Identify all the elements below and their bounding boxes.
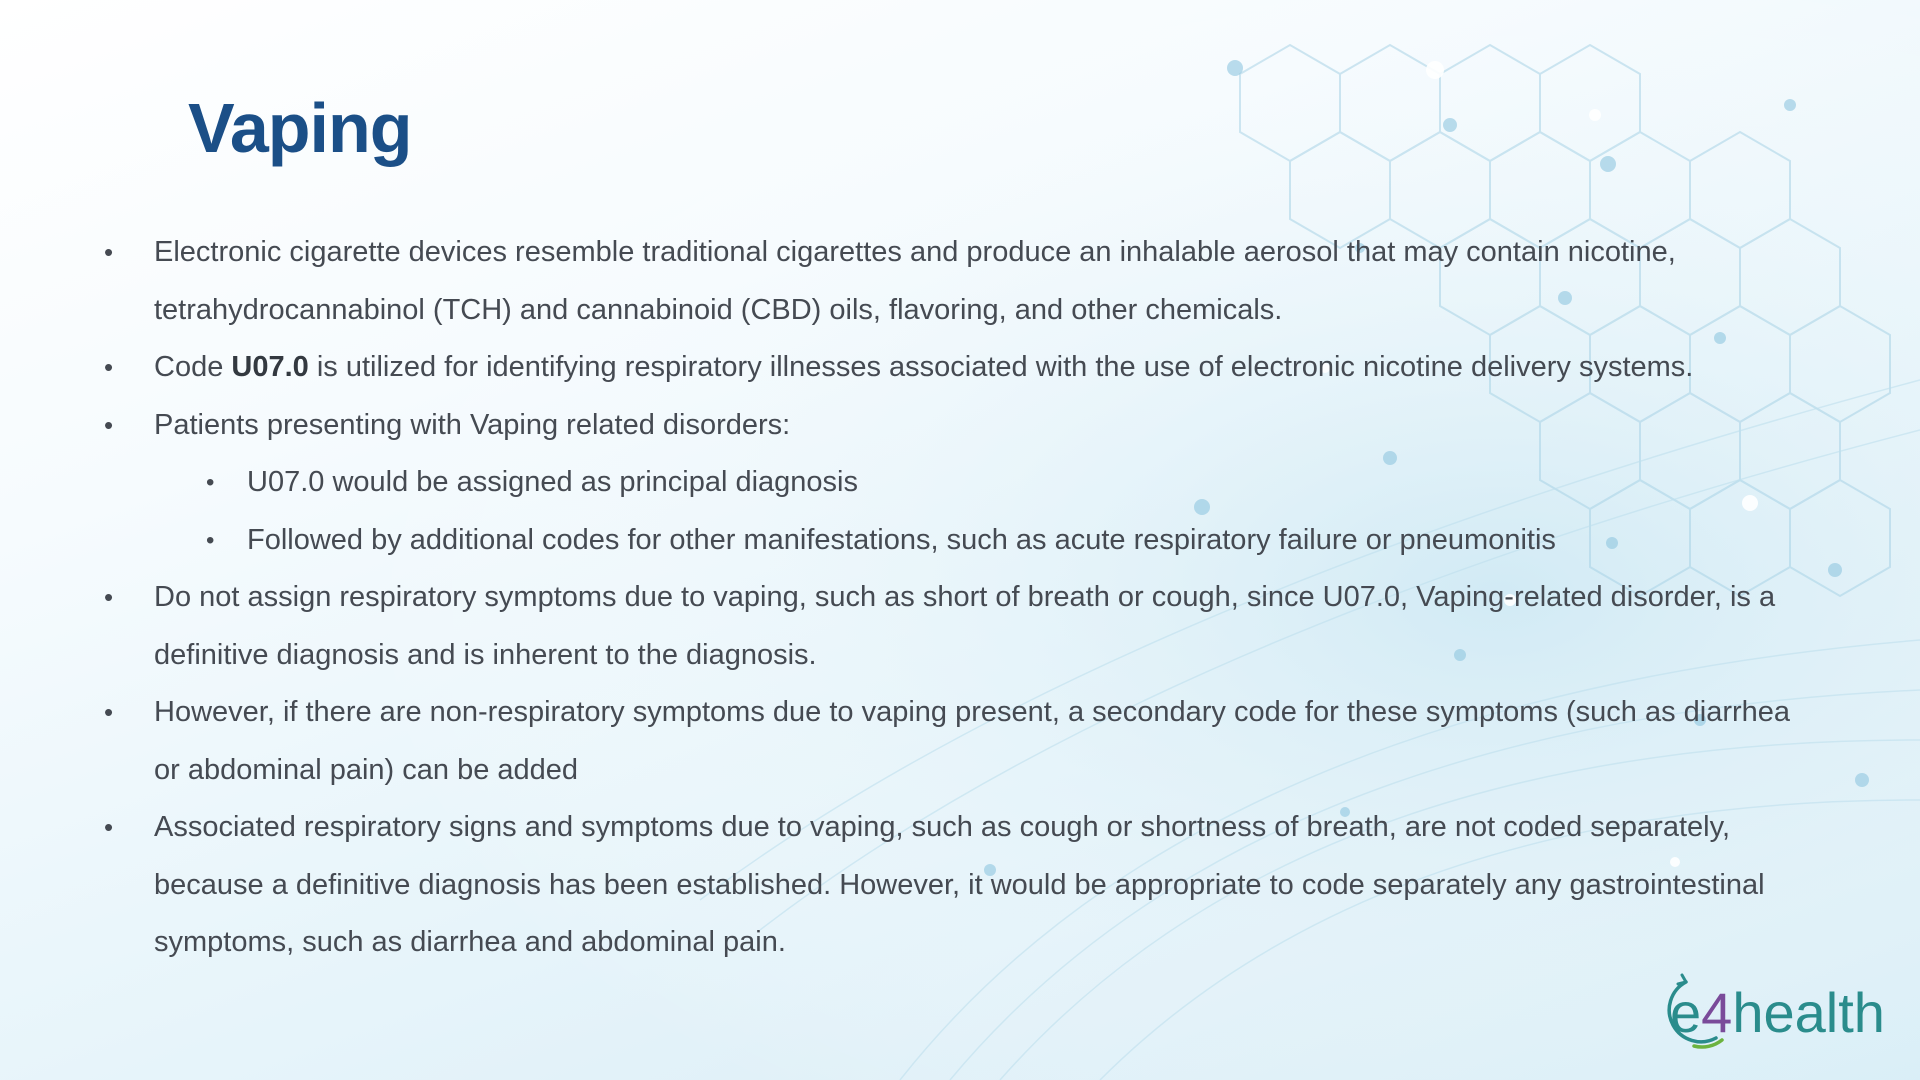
slide-title: Vaping [188, 89, 412, 167]
sub-bullet-item: • U07.0 would be assigned as principal diagnosis [104, 454, 1804, 512]
logo-word: health [1732, 981, 1885, 1044]
diagnosis-code: U07.0 [231, 351, 309, 383]
bullet-item: • However, if there are non-respiratory symptoms due to vaping present, a secondary code for these symptoms (such as diarrhea or abdominal pain) can be added [104, 684, 1804, 799]
e4health-logo [1664, 968, 1894, 1054]
bullet-list [104, 224, 1804, 972]
bullet-item: • Do not assign respiratory symptoms due to vaping, such as short of breath or cough, since U07.0, Vaping-related disorder, is a definitive diagnosis and is inherent to the diagnosis. [104, 569, 1804, 684]
sub-bullet-item: • Followed by additional codes for other manifestations, such as acute respiratory failure or pneumonitis [104, 512, 1804, 570]
svg-text:e4health [1670, 981, 1885, 1044]
bullet-item [104, 339, 1804, 397]
bullet-item: • Electronic cigarette devices resemble traditional cigarettes and produce an inhalable aerosol that may contain nicotine, tetrahydrocannabinol (TCH) and cannabinoid (CBD) oils, flavoring, and other chemicals. [104, 224, 1804, 339]
logo-prefix: e [1670, 981, 1702, 1044]
logo-digit: 4 [1701, 981, 1733, 1044]
bullet-text: is utilized for identifying respiratory illnesses associated with the use of electronic nicotine delivery systems. [308, 351, 1694, 383]
bullet-text: Code [154, 351, 232, 383]
bullet-item: • Patients presenting with Vaping related disorders: [104, 397, 1804, 455]
bullet-item: • Associated respiratory signs and symptoms due to vaping, such as cough or shortness of breath, are not coded separately, because a definitive diagnosis has been established. However, it would be appropriate to code separately any gastrointestinal symptoms, such as diarrhea and abdominal pain. [104, 799, 1804, 972]
